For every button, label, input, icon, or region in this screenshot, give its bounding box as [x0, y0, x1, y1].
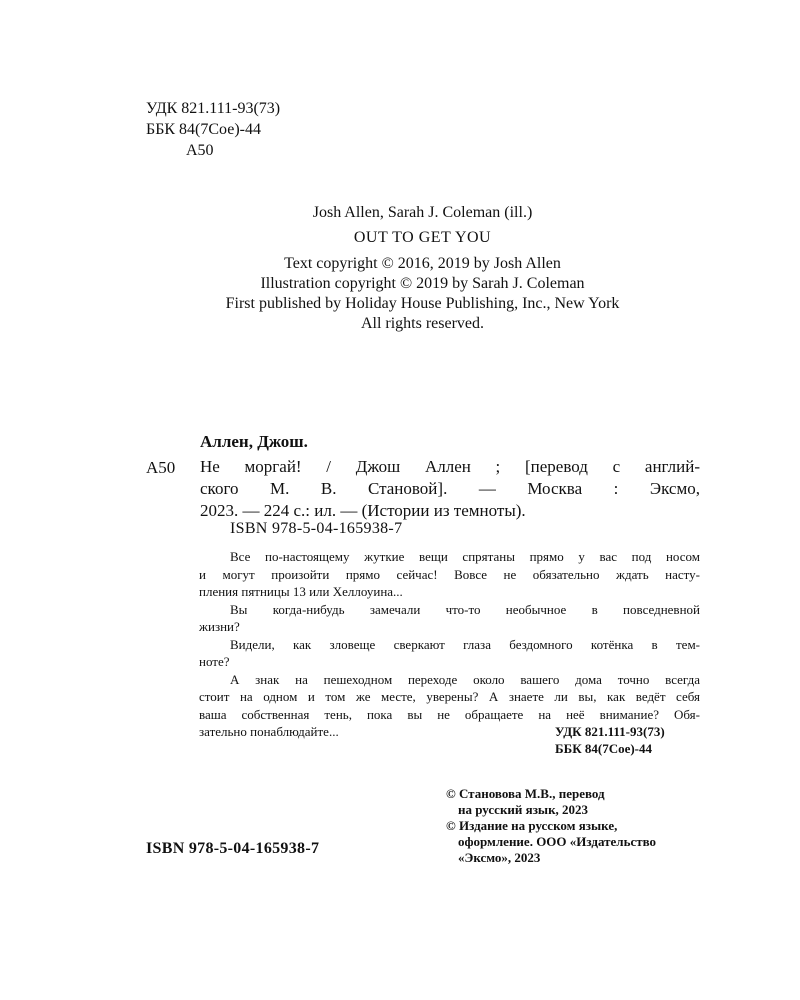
text-copyright: Text copyright © 2016, 2019 by Josh Allen: [284, 255, 561, 272]
annotation-line: ваша собственная тень, пока вы не обращаете на неё внимание? Обя-: [199, 706, 700, 722]
original-title: OUT TO GET YOU: [353, 229, 492, 246]
annotation: [199, 548, 700, 741]
catalog-code: А50: [146, 458, 176, 477]
annotation-line: стоит на одном и том же месте, уверены? А знаете ли вы, как ведёт себя: [199, 689, 700, 704]
catalog-isbn: ISBN 978-5-04-165938-7: [230, 520, 403, 537]
catalog-author-heading: Аллен, Джош.: [200, 432, 308, 451]
rights-block: [0, 254, 800, 334]
annotation-line: Видели, как зловеще сверкают глаза бездомного котёнка в тем-: [230, 636, 700, 652]
annotation-line: А знак на пешеходном переходе около вашего дома точно всегда: [230, 671, 700, 687]
header-codes: [146, 98, 280, 161]
translation-copyright: © Становова М.В., перевод: [446, 786, 605, 801]
author-sign: А50: [186, 142, 214, 159]
translation-copyright-cont: на русский язык, 2023: [458, 802, 589, 817]
udk-code: УДК 821.111-93(73): [146, 100, 281, 117]
illustration-copyright: Illustration copyright © 2019 by Sarah J. Coleman: [260, 275, 585, 292]
copyright-block: [446, 786, 656, 866]
annotation-line: Все по-настоящему жуткие вещи спрятаны прямо у вас под носом: [230, 549, 700, 564]
annotation-line: зательно понаблюдайте...: [199, 724, 339, 739]
udk-code-bottom: УДК 821.111-93(73): [555, 724, 665, 739]
annotation-line: и могут произойти прямо сейчас! Вовсе не обязательно ждать насту-: [199, 566, 700, 582]
footer-isbn: ISBN 978-5-04-165938-7: [146, 840, 320, 857]
annotation-line: пления пятницы 13 или Хеллоуина...: [199, 584, 403, 599]
classification-block: [555, 723, 665, 757]
annotation-line: жизни?: [199, 619, 240, 634]
edition-copyright-cont: оформление. ООО «Издательство: [458, 834, 657, 849]
bbk-code: ББК 84(7Сое)-44: [146, 121, 261, 138]
annotation-line: Вы когда-нибудь замечали что-то необычное в повседневной: [230, 601, 700, 617]
edition-copyright: © Издание на русском языке,: [446, 818, 618, 833]
all-rights: All rights reserved.: [360, 315, 485, 332]
catalog-desc-line: Не моргай! / Джош Аллен ; [перевод с англий-: [200, 457, 700, 476]
catalog-desc-line: 2023. — 224 с.: ил. — (Истории из темноты).: [200, 501, 526, 520]
bbk-code-bottom: ББК 84(7Сое)-44: [555, 741, 653, 756]
catalog-desc-line: ского М. В. Становой]. — Москва : Эксмо,: [200, 479, 700, 498]
original-authors: Josh Allen, Sarah J. Coleman (ill.): [312, 204, 533, 221]
annotation-line: ноте?: [199, 654, 230, 669]
edition-copyright-cont: «Эксмо», 2023: [458, 850, 541, 865]
original-edition-block: [0, 203, 800, 334]
catalog-description: [200, 456, 700, 522]
first-published: First published by Holiday House Publishing, Inc., New York: [225, 295, 620, 312]
